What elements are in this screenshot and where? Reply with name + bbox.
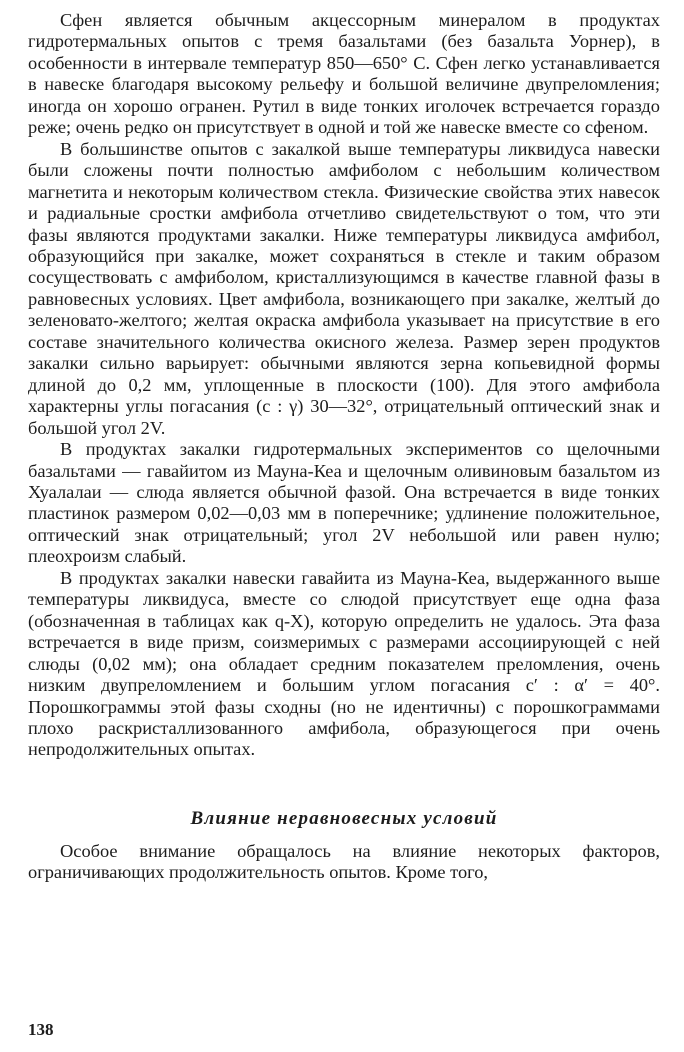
page-number: 138 xyxy=(28,1020,54,1039)
paragraph-quench-amphibole: В большинстве опытов с закалкой выше температуры ликвидуса навески были сложены почти полностью амфиболом с небольшим количеством магнетита и некоторым количеством стекла. Физические свойства этих навесок и радиальные сростки амфибола отчетливо свидетельствуют о том, что эти фазы являются продуктами закалки. Ниже температуры ликвидуса амфибол, образующийся при закалке, может сохраняться в стекле и таким образом сосуществовать с амфиболом, кристаллизующимся в качестве главной фазы в равновесных условиях. Цвет амфибола, возникающего при закалке, желтый до зеленовато-желтого; желтая окраска амфибола указывает на присутствие в его составе значительного количества окисного железа. Размер зерен продуктов закалки сильно варьирует: обычными являются зерна копьевидной формы длиной до 0,2 мм, уплощенные в плоскости (100). Для этого амфибола характерны углы погасания (c : γ) 30—32°, отрицательный оптический знак и большой угол 2V. xyxy=(28,138,660,438)
paragraph-unknown-phase: В продуктах закалки навески гавайита из Мауна-Кеа, выдержанного выше температуры ликвидуса, вместе со слюдой присутствует еще одна фаза (обозначенная в таблицах как q-X), которую определить не удалось. Эта фаза встречается в виде призм, соизмеримых с размерами ассоциирующей с ней слюды (0,02 мм); она обладает средним показателем преломления, очень низким двупреломлением и большим углом погасания c′ : α′ = 40°. Порошкограммы этой фазы сходны (но не идентичны) с порошкограммами плохо раскристаллизованного амфибола, образующегося при очень непродолжительных опытах. xyxy=(28,567,660,760)
paragraph-mica: В продуктах закалки гидротермальных экспериментов со щелочными базальтами — гавайитом из Мауна-Кеа и щелочным оливиновым базальтом из Хуалалаи — слюда является обычной фазой. Она встречается в виде тонких пластинок размером 0,02—0,03 мм в поперечнике; удлинение положительное, оптический знак отрицательный; угол 2V небольшой или равен нулю; плеохроизм слабый. xyxy=(28,439,660,567)
paragraph-sphene: Сфен является обычным акцессорным минералом в продуктах гидротермальных опытов с тремя базальтами (без базальта Уорнер), в особенности в интервале температур 850—650° С. Сфен легко устанавливается в навеске благодаря высокому рельефу и большой величине двупреломления; иногда он хорошо огранен. Рутил в виде тонких иголочек встречается гораздо реже; очень редко он присутствует в одной и той же навеске вместе со сфеном. xyxy=(28,10,660,138)
page-body xyxy=(28,10,660,884)
paragraph-closing: Особое внимание обращалось на влияние некоторых факторов, ограничивающих продолжительность опытов. Кроме того, xyxy=(28,840,660,883)
section-heading: Влияние неравновесных условий xyxy=(190,807,498,829)
